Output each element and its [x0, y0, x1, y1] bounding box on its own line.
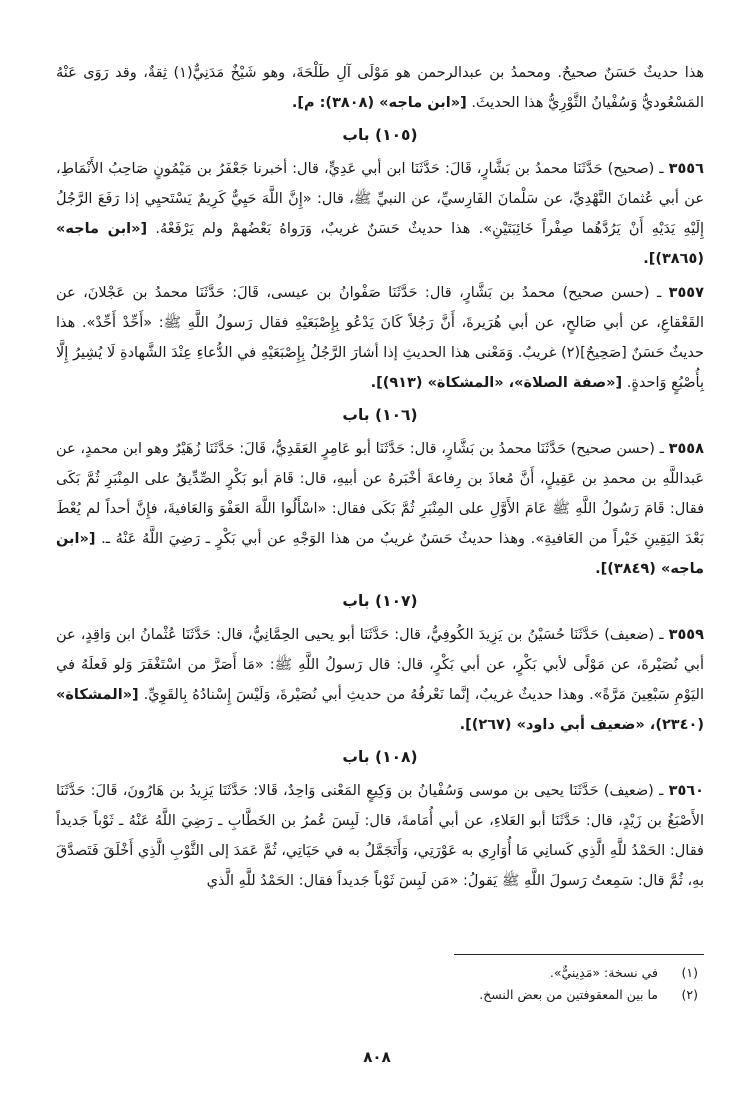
intro-paragraph	[56, 58, 704, 118]
hadith-reference: [«ابن ماجه» (٣٨٤٩)].	[56, 531, 704, 577]
footnote-number: (٢)	[681, 987, 698, 1002]
hadith-3557	[56, 278, 704, 398]
hadith-text: ـ (حسن صحيح) حَدَّثَنَا محمدُ بن بَشَّارٍ، قال: حَدَّثَنَا أبو عَامِرٍ العَقَدِيُّ، قَالَ: حَدَّثَنَا زُهَيْرٌ وهو ابن محمدٍ، عن عَبداللَّهِ بن محمدِ بن عَقِيلٍ، أَنَّ مُعاذَ بن رِفاعةَ أخْبَرهُ عن أبيهِ، قال: قَامَ أبو بَكْرٍ الصِّدِّيقُ على المِنْبَرِ ثُمَّ بَكَى فقال: قَامَ رَسُولُ اللَّهِ ﷺ عَامَ الأَوَّلِ على المِنْبَرِ ثُمَّ بَكَى فقال: «اسْأَلُوا اللَّهَ العَفْوَ وَالعَافيةَ، فإِنَّ أحداً لم يُعْطَ بَعْدَ اليَقِينِ خَيْراً من العَافيةِ». وهذا حديثٌ حَسَنٌ غريبٌ من هذا الوَجْهِ عن أبي بَكْرٍ ـ رَضِيَ اللَّهُ عَنْهُ ـ.	[56, 441, 704, 547]
footnote-divider	[454, 954, 704, 955]
footnote-text: في نسخة: «مَدِينيٌّ».	[549, 965, 658, 980]
chapter-heading-105: (١٠٥) باب	[342, 126, 418, 144]
chapter-heading-108: (١٠٨) باب	[342, 748, 418, 766]
page-number: ٨٠٨	[363, 1048, 391, 1066]
hadith-number: ٣٥٥٨	[668, 441, 705, 457]
hadith-text: ـ (حسن صحيح) محمدُ بن بَشَّارٍ، قال: حَدَّثَنَا صَفْوانُ بن عيسى، قَالَ: حَدَّثَنَا محمدُ بن عَجْلانَ، عن القَعْقاعِ، عن أبي صَالحٍ، عن أبي هُرَيرةَ، أَنَّ رَجُلاً كَانَ يَدْعُو بِإِصْبَعَيْهِ فقال رَسولُ اللَّهِ ﷺ: «أَحِّدْ أَحِّدْ». هذا حديثٌ حَسَنٌ [صَحِيحٌ](٢) غريبٌ. وَمَعْنى هذا الحديثِ إذا أشارَ الرَّجُلُ بِإِصْبَعَيْهِ في الدُّعاءِ عِنْدَ الشَّهادةِ لَا يُشِيرُ إِلَّا بِأُصْبُعٍ وَاحدةٍ.	[56, 285, 704, 391]
hadith-reference: [«المشكاة» (٢٣٤٠)، «ضعيف أبي داود» (٢٦٧)].	[56, 687, 704, 733]
hadith-number: ٣٥٦٠	[668, 783, 704, 799]
hadith-number: ٣٥٥٩	[668, 627, 704, 643]
hadith-3558	[56, 434, 704, 584]
footnote-number: (١)	[681, 965, 698, 980]
hadith-reference: [«ابن ماجه» (٣٨٦٥)].	[56, 221, 704, 267]
intro-text: هذا حديثٌ حَسَنٌ صحيحٌ. ومحمدُ بن عبدالرحمن هو مَوْلَى آلِ طَلْحَةَ، وهو شَيْخٌ مَدَنِيٌّ(١) ثِقةٌ، وقد رَوَى عَنْهُ المَسْعُوديُّ وَسُفْيانُ الثَّوْرِيُّ هذا الحديثَ.	[56, 65, 704, 111]
hadith-number: ٣٥٥٧	[668, 285, 704, 301]
hadith-3556	[56, 154, 704, 274]
hadith-reference: [«صفة الصلاة»، «المشكاة» (٩١٣)].	[370, 375, 623, 391]
footnote-1	[56, 962, 698, 984]
hadith-3559	[56, 620, 704, 740]
hadith-number: ٣٥٥٦	[668, 161, 704, 177]
hadith-text: ـ (ضعيف) حَدَّثَنَا يحيى بن موسى وَسُفْيانُ بن وَكِيعٍ المَعْنى وَاحِدٌ، قَالا: حَدَّثَنَا يَزِيدُ بن هَارُونَ، قَالَ: حَدَّثَنَا الأَصْبَغُ بن زَيْدٍ، قال: حَدَّثَنَا أبو العَلاءِ، عن أبي أُمَامةَ، قال: لَبِسَ عُمرُ بن الخَطَّابِ ـ رَضِيَ اللَّهُ عَنْهُ ـ ثَوْباً جَديداً فقال: الحَمْدُ للَّهِ الَّذِي كَسانِي مَا أُوَارِي به عَوْرَتِي، وَأَتَجَمَّلُ به في حَيَاتِي، ثُمَّ عَمَدَ إلى الثَّوْبِ الَّذِي أَخْلَقَ فَتَصدَّقَ بهِ، ثُمَّ قال: سَمِعتُ رَسولَ اللَّهِ ﷺ يَقولُ: «مَن لَبِسَ ثَوْباً جَديداً فقال: الحَمْدُ للَّهِ الَّذي	[56, 783, 704, 889]
footnote-text: ما بين المعقوفتين من بعض النسخ.	[479, 987, 658, 1002]
intro-reference: [«ابن ماجه» (٣٨٠٨): م].	[291, 95, 467, 111]
footnotes	[56, 962, 698, 1006]
chapter-heading-106: (١٠٦) باب	[342, 406, 418, 424]
hadith-text: ـ (صحيح) حَدَّثَنَا محمدُ بن بَشَّارٍ، قَالَ: حَدَّثَنَا ابن أبي عَدِيٍّ، قال: أخبرنا جَعْفَرُ بن مَيْمُونٍ صَاحِبُ الأَنْمَاطِ، عن أبي عُثمانَ النَّهْدِيِّ، عن سَلْمانَ الفَارِسيِّ، عن النبيِّ ﷺ، قال: «إِنَّ اللَّهَ حَيِيٌّ كَرِيمٌ يَسْتَحيِي إذا رَفَعَ الرَّجُلُ إِلَيْهِ يَدَيْهِ أَنْ يَرُدَّهُما صِفْراً خَائِبَتَيْنِ». هذا حديثٌ حَسَنٌ غريبٌ، وَرَواهُ بَعْضُهمْ ولم يَرْفَعْهُ.	[56, 161, 705, 237]
hadith-text: ـ (ضعيف) حَدَّثَنَا حُسَيْنُ بن يَزِيدَ الكُوفِيُّ، قال: حَدَّثَنَا أبو يحيى الحِمَّانِيُّ، قال: حَدَّثَنَا عُثْمانُ ابن وَاقِدٍ، عن أبي نُصَيْرةَ، عن مَوْلًى لأبي بَكْرٍ، عن أبي بَكْرٍ، قال: قال رَسولُ اللَّهِ ﷺ: «مَا أَصَرَّ من اسْتَغْفَرَ وَلو فَعلَهُ في اليَوْمِ سَبْعِينَ مَرَّةً». وهذا حديثٌ غريبٌ، إنَّما نَعْرفُهُ من حديثِ أبي نُصَيْرةَ، وَلَيْسَ إِسْنادُهُ بِالقَوِيِّ.	[56, 627, 705, 703]
chapter-heading-107: (١٠٧) باب	[342, 592, 418, 610]
footnote-2	[56, 984, 698, 1006]
hadith-3560	[56, 776, 704, 896]
